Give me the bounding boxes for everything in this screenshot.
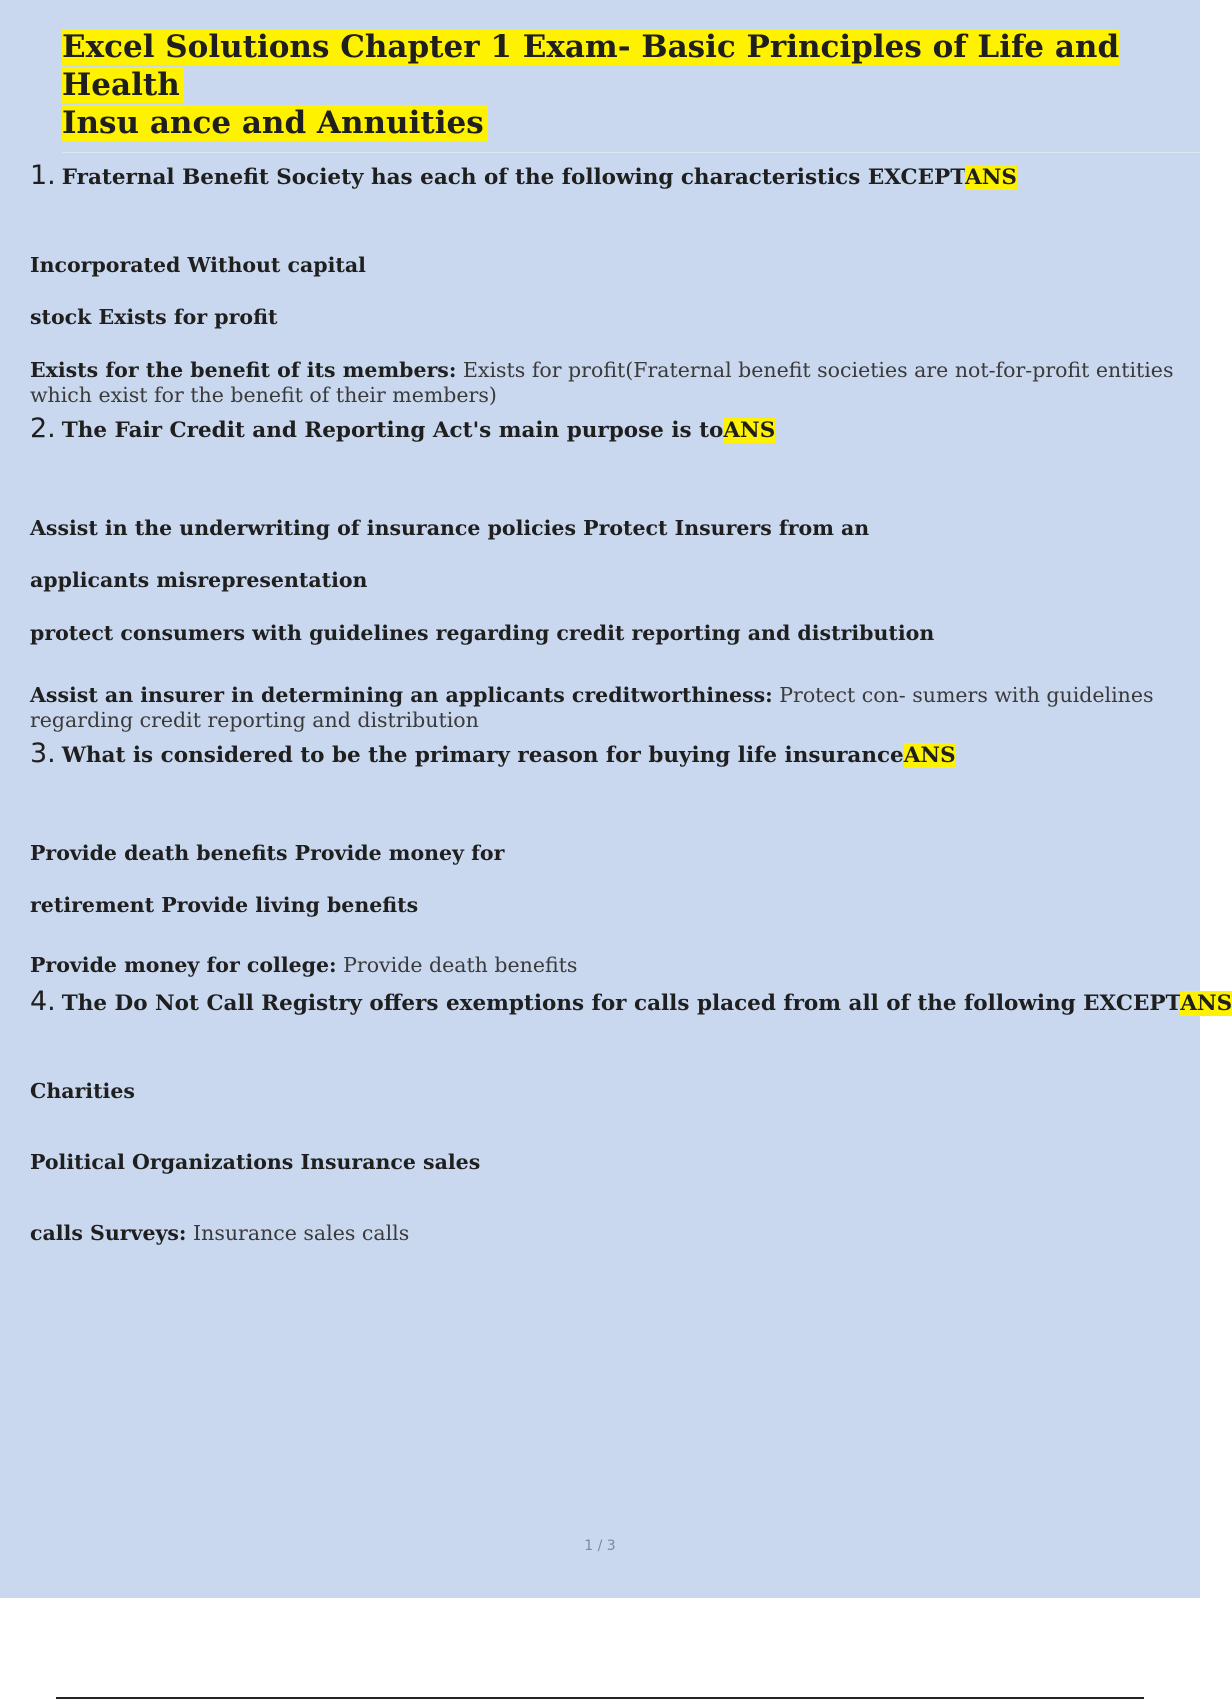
question-number: 4. [30, 986, 56, 1017]
question-text: The Do Not Call Registry offers exemptions for calls placed from all of the following EXCEPT [61, 991, 1181, 1016]
ans-highlight: ANS [723, 418, 776, 443]
ans-highlight: ANS [1180, 991, 1232, 1016]
answer-lead: Assist an insurer in determining an applicants creditworthiness: [30, 683, 773, 707]
title-line-2: Insu ance and Annuities [62, 105, 488, 141]
answer-lead: calls Surveys: [30, 1221, 187, 1245]
option-line: applicants misrepresentation [30, 568, 368, 592]
ans-highlight: ANS [965, 165, 1017, 190]
ans-highlight: ANS [903, 743, 956, 768]
question-text: What is considered to be the primary reason for buying life insurance [61, 743, 904, 768]
question-number: 2. [30, 413, 56, 444]
answer-paragraph [30, 953, 1210, 978]
answer-text: Protect con- sumers with guidelines regarding credit reporting and distribution [30, 683, 1154, 732]
title-line-1: Excel Solutions Chapter 1 Exam- Basic Principles of Life and Health [62, 29, 1120, 103]
question-2 [30, 413, 775, 444]
answer-paragraph [30, 1221, 1210, 1246]
option-line: Charities [30, 1079, 135, 1103]
question-3 [30, 738, 956, 769]
option-line: retirement Provide living benefits [30, 893, 419, 917]
option-line: Incorporated Without capital [30, 253, 366, 277]
question-4 [30, 986, 1232, 1017]
option-line: Provide death benefits Provide money for [30, 841, 505, 865]
answer-paragraph [30, 358, 1210, 408]
option-line: stock Exists for profit [30, 305, 278, 329]
option-line: Assist in the underwriting of insurance policies Protect Insurers from an [30, 516, 870, 540]
page-number: 1 / 3 [584, 1538, 616, 1554]
next-page-rule [56, 1697, 1144, 1699]
answer-lead: Provide money for college: [30, 953, 337, 977]
answer-text: Exists for profit(Fraternal benefit societies are not-for-profit entities which exist for the benefit of their members) [30, 358, 1174, 407]
option-line: protect consumers with guidelines regarding credit reporting and distribution [30, 621, 935, 645]
answer-paragraph [30, 683, 1210, 733]
answer-text: Provide death benefits [336, 953, 578, 977]
question-text: The Fair Credit and Reporting Act's main purpose is to [61, 418, 724, 443]
question-number: 3. [30, 738, 56, 769]
question-1 [30, 160, 1017, 191]
option-line: Political Organizations Insurance sales [30, 1150, 481, 1174]
answer-lead: Exists for the benefit of its members: [30, 358, 457, 382]
question-text: Fraternal Benefit Society has each of the following characteristics EXCEPT [61, 165, 966, 190]
title-divider [62, 152, 1200, 153]
answer-text: Insurance sales calls [186, 1221, 410, 1245]
question-number: 1. [30, 160, 56, 191]
document-title [62, 28, 1142, 142]
